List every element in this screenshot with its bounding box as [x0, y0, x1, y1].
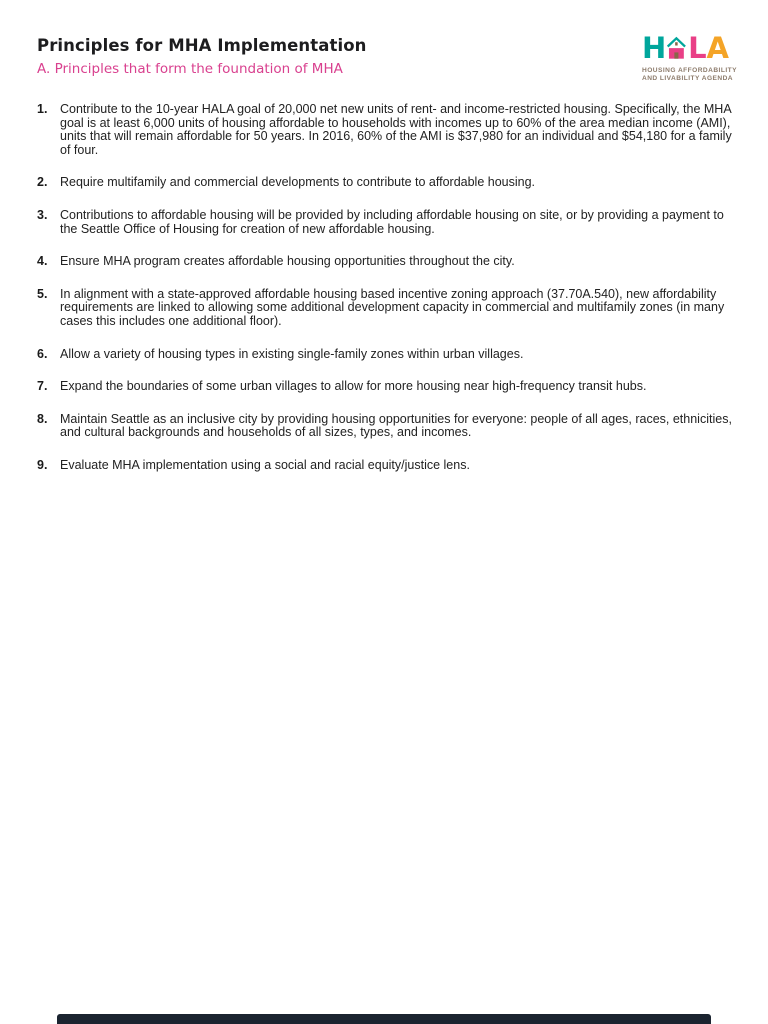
list-item-number: 4.	[37, 254, 48, 269]
list-item	[37, 459, 733, 473]
list-item-text: Ensure MHA program creates affordable housing opportunities throughout the city.	[60, 254, 515, 269]
list-item-text: Expand the boundaries of some urban villages to allow for more housing near high-frequency transit hubs.	[60, 379, 647, 394]
list-item	[37, 176, 733, 190]
list-item	[37, 413, 733, 440]
list-item	[37, 348, 733, 362]
list-item-text: Maintain Seattle as an inclusive city by providing housing opportunities for everyone: people of all ages, races, ethnicities, and cultural backgrounds and households of all sizes, types, and incomes.	[60, 411, 732, 440]
list-item-number: 1.	[37, 102, 48, 116]
house-icon	[667, 33, 686, 64]
list-item-number: 5.	[37, 286, 48, 301]
logo-tagline	[642, 67, 737, 83]
list-item-text: Evaluate MHA implementation using a social and racial equity/justice lens.	[60, 457, 470, 472]
list-item-number: 7.	[37, 379, 48, 394]
logo-tagline-line1: HOUSING AFFORDABILITY	[642, 67, 737, 74]
list-item	[37, 255, 733, 269]
logo-letter-a: A	[706, 31, 728, 65]
page-subtitle: A. Principles that form the foundation of MHA	[37, 61, 343, 77]
viewer-bottom-bar[interactable]	[57, 1014, 711, 1024]
list-item	[37, 380, 733, 394]
list-item-number: 3.	[37, 207, 48, 222]
logo-letter-l: L	[688, 31, 706, 65]
list-item-text: Contributions to affordable housing will be provided by including affordable housing on site, or by providing a payment to the Seattle Office of Housing for creation of new affordable housing.	[60, 207, 724, 236]
list-item	[37, 209, 733, 236]
list-item	[37, 288, 733, 329]
list-item-text: Contribute to the 10-year HALA goal of 20,000 net new units of rent- and income-restricted housing. Specifically, the MHA goal is at least 6,000 units of housing affordable to households with incomes up to 60% of the area median income (AMI), units that will remain affordable for 50 years. In 2016, 60% of the AMI is $37,980 for an individual and $54,180 for a family of four.	[60, 102, 732, 157]
list-item-number: 8.	[37, 411, 48, 426]
hala-logo	[642, 27, 737, 83]
list-item-number: 6.	[37, 346, 48, 361]
hala-logo-letters	[642, 27, 728, 63]
list-item-text: In alignment with a state-approved affordable housing based incentive zoning approach (37.70A.540), new affordability requirements are linked to allowing some additional development capacity in commercial and multifamily zones (in many cases this includes one additional floor).	[60, 286, 725, 328]
logo-tagline-line2: AND LIVABILITY AGENDA	[642, 75, 734, 82]
list-item-number: 2.	[37, 175, 48, 190]
document-header	[37, 31, 737, 82]
page-title: Principles for MHA Implementation	[37, 36, 367, 55]
list-item-text: Require multifamily and commercial developments to contribute to affordable housing.	[60, 175, 536, 190]
principles-list	[37, 103, 733, 492]
logo-letter-h: H	[642, 31, 666, 65]
list-item	[37, 103, 733, 157]
list-item-number: 9.	[37, 457, 48, 472]
list-item-text: Allow a variety of housing types in existing single-family zones within urban villages.	[60, 346, 524, 361]
